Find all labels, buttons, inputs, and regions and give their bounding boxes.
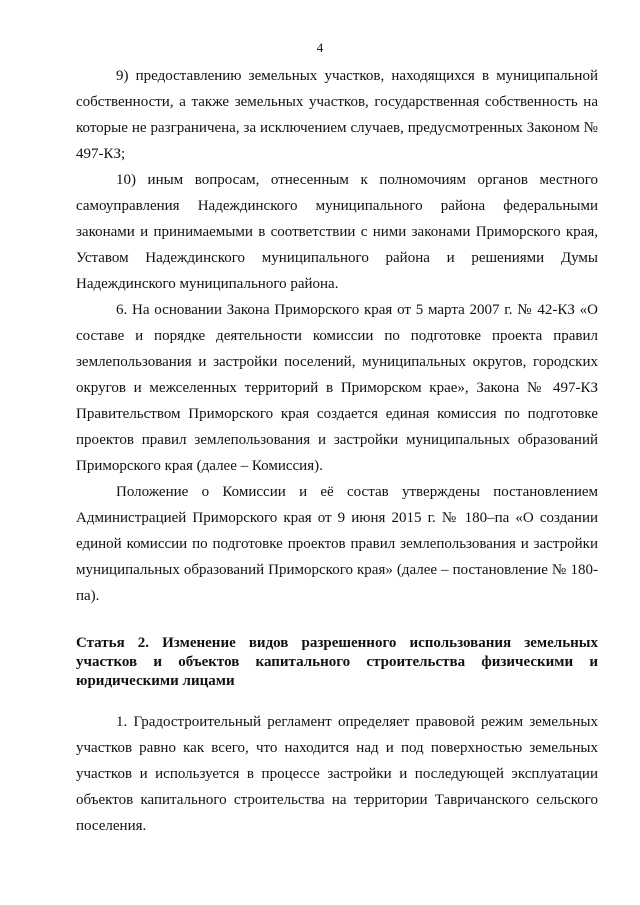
paragraph-text: 6. На основании Закона Приморского края от 5 марта 2007 г. № 42-КЗ «О составе и порядке деятельности комиссии по подготовке проекта правил землепользования и застройки поселений, муниципальных округов, городских округов и межселенных территорий в Приморском крае», Закона № 497-КЗ Правительством Приморского края создается единая комиссия по подготовке проектов правил землепользования и застройки муниципальных образований Приморского края (далее – Комиссия). (76, 302, 598, 474)
paragraph-text: 1. Градостроительный регламент определяет правовой режим земельных участков равно как всего, что находится над и под поверхностью земельных участков и используется в процессе застройки и последующей эксплуатации объектов капитального строительства на территории Тавричанского сельского поселения. (76, 714, 598, 834)
page-number: 4 (316, 40, 324, 55)
paragraph-text: 10) иным вопросам, отнесенным к полномочиям органов местного самоуправления Надеждинского муниципального района федеральными законами и принимаемыми в соответствии с ними законами Приморского края, Уставом Надеждинского муниципального района и решениями Думы Надеждинского муниципального района. (76, 172, 598, 292)
paragraph-item-9 (76, 63, 598, 167)
article-heading (76, 634, 598, 691)
paragraph-point-6 (76, 297, 598, 479)
paragraph-text: Положение о Комиссии и её состав утверждены постановлением Администрацией Приморского края от 9 июня 2015 г. № 180–па «О создании единой комиссии по подготовке проектов правил землепользования и застройки муниципальных образований Приморского края» (далее – постановление № 180-па). (76, 484, 598, 604)
article-2-title: Статья 2. Изменение видов разрешенного использования земельных участков и объектов капитального строительства физическими и юридическими лицами (76, 635, 598, 689)
paragraph-article-2-point-1 (76, 709, 598, 839)
paragraph-commission-regulation (76, 479, 598, 609)
paragraph-item-10 (76, 167, 598, 297)
paragraph-text: 9) предоставлению земельных участков, находящихся в муниципальной собственности, а также земельных участков, государственная собственность на которые не разграничена, за исключением случаев, предусмотренных Законом № 497-КЗ; (76, 68, 598, 162)
